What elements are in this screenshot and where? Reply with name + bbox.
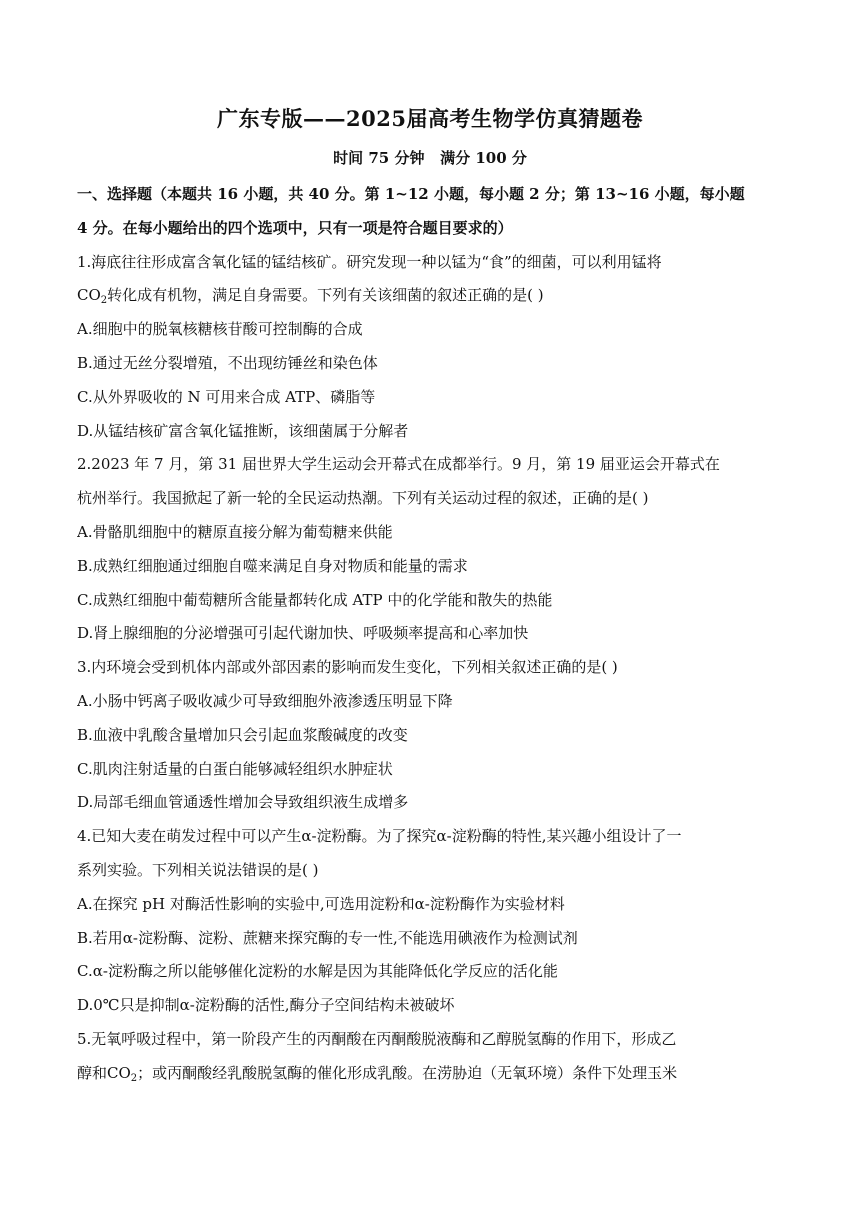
question-3-option-a: A.小肠中钙离子吸收减少可导致细胞外液渗透压明显下降 [77, 691, 453, 710]
question-4-option-d: D.0℃只是抑制α-淀粉酶的活性,酶分子空间结构未被破坏 [77, 996, 455, 1015]
question-4-stem-line-2: 系列实验。下列相关说法错误的是( ) [77, 860, 319, 879]
question-1-option-d: D.从锰结核矿富含氧化锰推断，该细菌属于分解者 [77, 421, 409, 440]
question-3-option-b: B.血液中乳酸含量增加只会引起血浆酸碱度的改变 [77, 725, 408, 744]
question-2-option-a: A.骨骼肌细胞中的糖原直接分解为葡萄糖来供能 [77, 522, 393, 541]
question-1-option-a: A.细胞中的脱氧核糖核苷酸可控制酶的合成 [77, 320, 363, 339]
document-body [77, 178, 787, 1091]
question-2-option-b: B.成熟红细胞通过细胞自噬来满足自身对物质和能量的需求 [77, 556, 468, 575]
question-1-stem-line-1: 1.海底往往形成富含氧化锰的锰结核矿。研究发现一种以锰为“食”的细菌，可以利用锰将 [77, 252, 662, 271]
question-3-option-d: D.局部毛细血管通透性增加会导致组织液生成增多 [77, 793, 409, 812]
question-3-option-c: C.肌肉注射适量的白蛋白能够减轻组织水肿症状 [77, 759, 393, 778]
question-2-stem-line-1: 2.2023 年 7 月，第 31 届世界大学生运动会开幕式在成都举行。9 月，第 19 届亚运会开幕式在 [77, 455, 720, 474]
question-2-option-d: D.肾上腺细胞的分泌增强可引起代谢加快、呼吸频率提高和心率加快 [77, 624, 529, 643]
question-4-option-a: A.在探究 pH 对酶活性影响的实验中,可选用淀粉和α-淀粉酶作为实验材料 [77, 894, 565, 913]
question-4-option-b: B.若用α-淀粉酶、淀粉、蔗糖来探究酶的专一性,不能选用碘液作为检测试剂 [77, 928, 578, 947]
question-5-stem-line-2: 醇和$CO_2$；或丙酮酸经乳酸脱氢酶的催化形成乳酸。在涝胁迫（无氧环境）条件下处理玉米 [77, 1063, 678, 1084]
question-3-stem-line-1: 3.内环境会受到机体内部或外部因素的影响而发生变化，下列相关叙述正确的是( ) [77, 658, 618, 677]
page-title: 广东专版——2025届高考生物学仿真猜题卷 [217, 106, 643, 131]
question-1-option-c: C.从外界吸收的 N 可用来合成 ATP、磷脂等 [77, 387, 376, 406]
section-heading-line-1: 一、选择题（本题共 16 小题，共 40 分。第 1~12 小题，每小题 2 分；第 13~16 小题，每小题 [77, 185, 745, 203]
question-1-option-b: B.通过无丝分裂增殖，不出现纺锤丝和染色体 [77, 353, 378, 372]
question-4-option-c: C.α-淀粉酶之所以能够催化淀粉的水解是因为其能降低化学反应的活化能 [77, 962, 558, 981]
section-heading-line-2: 4 分。在每小题给出的四个选项中，只有一项是符合题目要求的） [77, 218, 513, 237]
co2-formula: $CO_2$ [77, 286, 108, 307]
question-4-stem-line-1: 4.已知大麦在萌发过程中可以产生α-淀粉酶。为了探究α-淀粉酶的特性,某兴趣小组设计了一 [77, 827, 682, 846]
co2-formula: 醇和$CO_2$ [77, 1063, 138, 1084]
question-1-stem-line-2: $CO_2$转化成有机物，满足自身需要。下列有关该细菌的叙述正确的是( ) [77, 286, 544, 307]
question-2-option-c: C.成熟红细胞中葡萄糖所含能量都转化成 ATP 中的化学能和散失的热能 [77, 590, 553, 609]
exam-time-score: 时间 75 分钟 满分 100 分 [333, 149, 527, 167]
question-5-stem-line-1: 5.无氧呼吸过程中，第一阶段产生的丙酮酸在丙酮酸脱液酶和乙醇脱氢酶的作用下，形成乙 [77, 1029, 677, 1048]
question-2-stem-line-2: 杭州举行。我国掀起了新一轮的全民运动热潮。下列有关运动过程的叙述，正确的是( ) [77, 489, 649, 508]
